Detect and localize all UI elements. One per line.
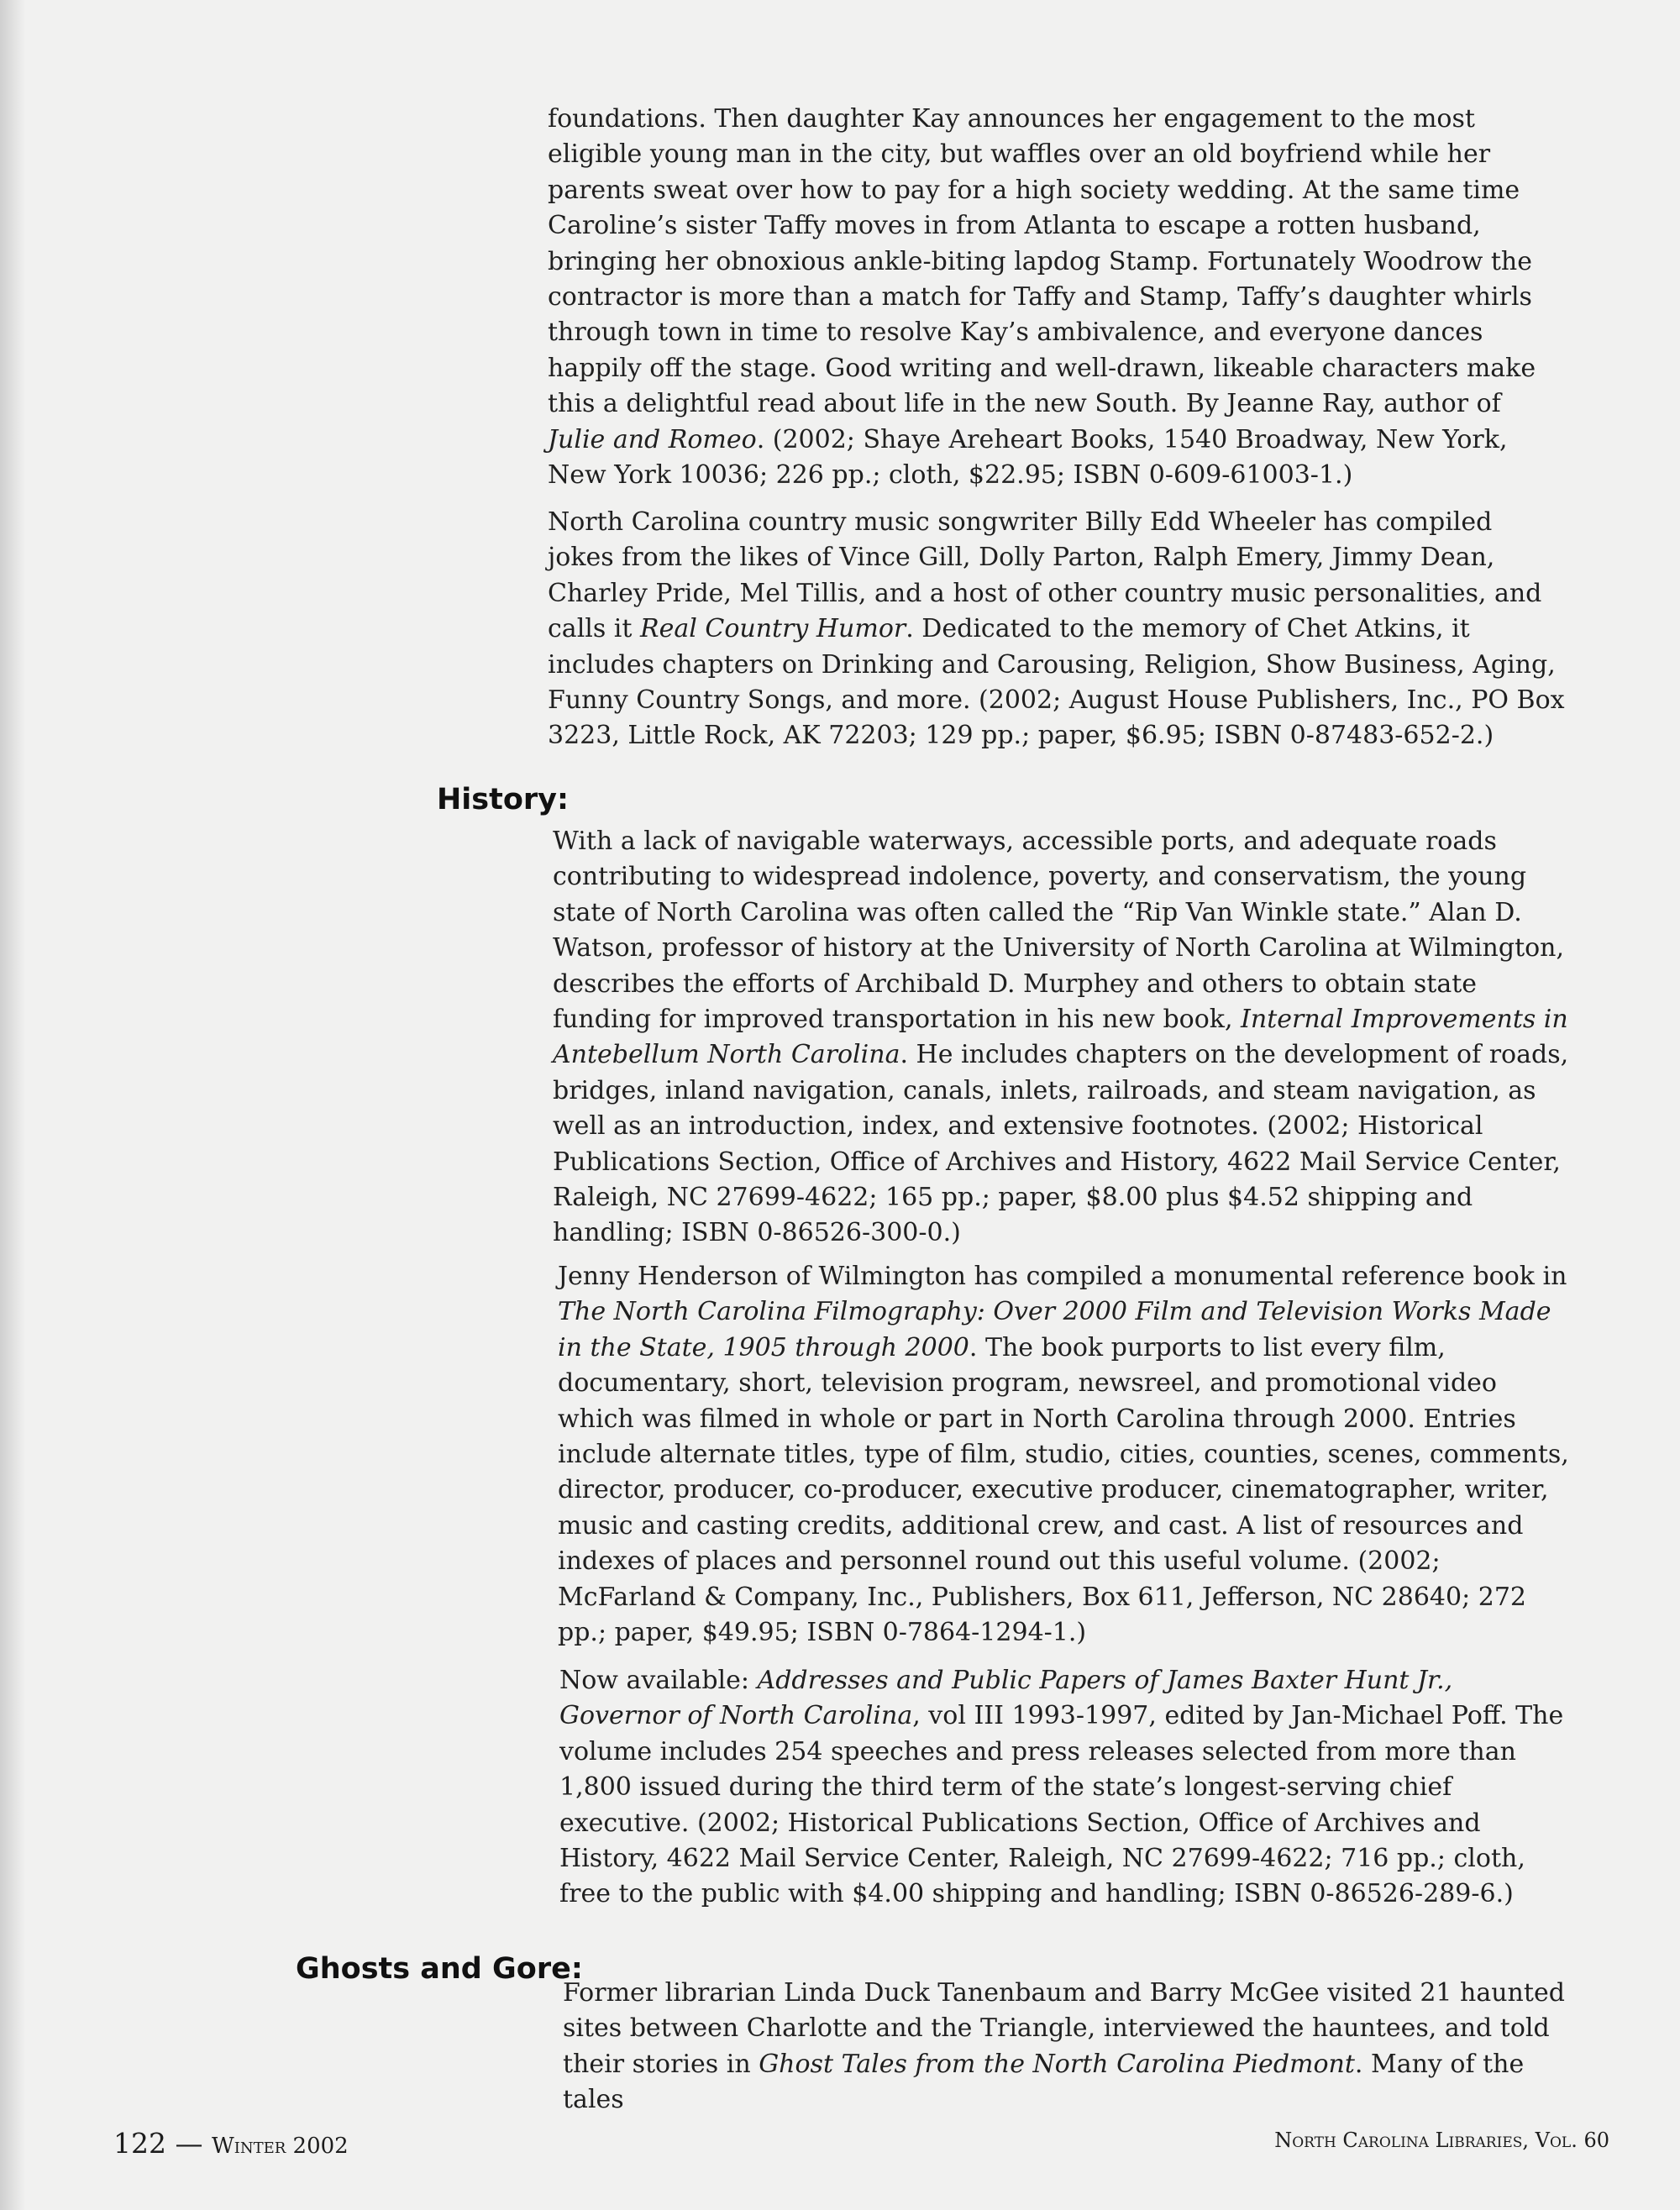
review-paragraph-internal-improvements (553, 824, 1571, 1252)
book-title: Addresses and Public Papers of James Baxter Hunt Jr., Governor of North Carolina (559, 1666, 1453, 1731)
footer-journal-title: North Carolina Libraries, Vol. 60 (1274, 2129, 1609, 2152)
footer-dash: — (175, 2127, 203, 2160)
review-paragraph-hunt-papers (559, 1663, 1576, 1913)
paragraph-text: Jenny Henderson of Wilmington has compiled a monumental reference book in (558, 1262, 1567, 1291)
section-heading-ghosts-and-gore: Ghosts and Gore: (296, 1952, 583, 1986)
section-heading-history: History: (437, 783, 569, 816)
book-title: Julie and Romeo (548, 424, 757, 454)
paragraph-citation: , vol III 1993-1997, edited by Jan-Michael Poff. The volume includes 254 speeches and press releases selected from more than 1,800 issued during the third term of the state’s longest-serving chief executive. (2002; Historical Publications Section, Office of Archives and History, 4622 Mail Service Center, Raleigh, NC 27699-4622; 716 pp.; cloth, free to the public with $4.00 shipping and handling; ISBN 0-86526-289-6.) (559, 1701, 1564, 1909)
book-title: Ghost Tales from the North Carolina Piedmont (759, 2049, 1355, 2079)
paragraph-citation: . Many of the tales (563, 2049, 1525, 2115)
review-paragraph-filmography (558, 1259, 1574, 1651)
page-edge-shadow (0, 0, 25, 2210)
paragraph-text: North Carolina country music songwriter Billy Edd Wheeler has compiled jokes from the likes of Vince Gill, Dolly Parton, Ralph Emery, Jimmy Dean, Charley Pride, Mel Tillis, and a host of other country music personalities, and calls it (548, 507, 1542, 644)
review-paragraph-ghost-tales (563, 1976, 1578, 2118)
paragraph-text: Now available: (559, 1666, 758, 1695)
book-title: Internal Improvements in Antebellum North Carolina (553, 1005, 1568, 1070)
paragraph-citation: . Dedicated to the memory of Chet Atkins, it includes chapters on Drinking and Carousing, Religion, Show Business, Aging, Funny Country Songs, and more. (2002; August House Publishers, Inc., PO Box 3223, Little Rock, AK 72203; 129 pp.; paper, $6.95; ISBN 0-87483-652-2.) (548, 614, 1565, 751)
paragraph-text: With a lack of navigable waterways, accessible ports, and adequate roads contributing to widespread indolence, poverty, and conservatism, the young state of North Carolina was often called the “Rip Van Winkle state.” Alan D. Watson, professor of history at the University of North Carolina at Wilmington, describes the efforts of Archibald D. Murphey and others to obtain state funding for improved transportation in his new book, (553, 827, 1565, 1035)
page-number: 122 (113, 2127, 166, 2160)
paragraph-citation: . (2002; Shaye Areheart Books, 1540 Broadway, New York, New York 10036; 226 pp.; cloth, $22.95; ISBN 0-609-61003-1.) (548, 424, 1508, 491)
book-title: Real Country Humor (640, 614, 906, 644)
book-title: The North Carolina Filmography: Over 2000 Film and Television Works Made in the State, 1905 through 2000 (558, 1297, 1551, 1362)
footer-issue-season: Winter 2002 (212, 2134, 349, 2159)
footer-page-info (113, 2127, 349, 2160)
review-paragraph-family-novel (548, 102, 1566, 493)
paragraph-text: foundations. Then daughter Kay announces her engagement to the most eligible young man in the city, but waffles over an old boyfriend while her parents sweat over how to pay for a high society wedding. At the same time Caroline’s sister Taffy moves in from Atlanta to escape a rotten husband, bringing her obnoxious ankle-biting lapdog Stamp. Fortunately Woodrow the contractor is more than a match for Taffy and Stamp, Taffy’s daughter whirls through town in time to resolve Kay’s ambivalence, and everyone dances happily off the stage. Good writing and well-drawn, likeable characters make this a delightful read about life in the new South. By Jeanne Ray, author of (548, 104, 1536, 419)
paragraph-citation: . He includes chapters on the development of roads, bridges, inland navigation, canals, inlets, railroads, and steam navigation, as well as an introduction, index, and extensive footnotes. (2002; Historical Publications Section, Office of Archives and History, 4622 Mail Service Center, Raleigh, NC 27699-4622; 165 pp.; paper, $8.00 plus $4.52 shipping and handling; ISBN 0-86526-300-0.) (553, 1040, 1569, 1248)
paragraph-citation: . The book purports to list every film, documentary, short, television program, newsreel, and promotional video which was filmed in whole or part in North Carolina through 2000. Entries include alternate titles, type of film, studio, cities, counties, scenes, comments, director, producer, co-producer, executive producer, cinematographer, writer, music and casting credits, additional crew, and cast. A list of resources and indexes of places and personnel round out this useful volume. (2002; McFarland & Company, Inc., Publishers, Box 611, Jefferson, NC 28640; 272 pp.; paper, $49.95; ISBN 0-7864-1294-1.) (558, 1332, 1569, 1648)
paragraph-text: Former librarian Linda Duck Tanenbaum and Barry McGee visited 21 haunted sites between Charlotte and the Triangle, interviewed the hauntees, and told their stories in (563, 1978, 1565, 2079)
review-paragraph-country-humor (548, 505, 1566, 754)
